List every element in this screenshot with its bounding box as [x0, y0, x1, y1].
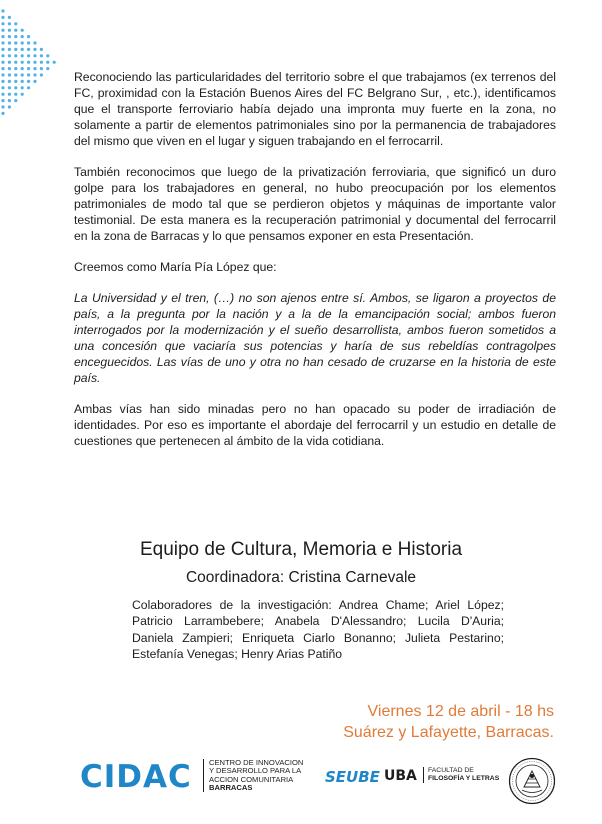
paragraph: Creemos como María Pía López que:	[74, 260, 277, 274]
uba-subtitle-line: FILOSOFÍA Y LETRAS	[428, 775, 500, 782]
uba-subtitle-line: FACULTAD DE	[428, 767, 474, 774]
paragraph: También reconocimos que luego de la privatización ferroviaria, que significó un duro golpe para los trabajadores en general, no hubo preocupación por los elementos patrimoniales de modo tal que se perdieron objetos y máquinas de importante valor testimonial. De esta manera es la recuperación patrimonial y documental del ferrocarril en la zona de Barracas y lo que pensamos exponer en esta Presentación.	[74, 165, 556, 243]
seube-logo: SEUBE	[325, 768, 380, 786]
cidac-subtitle-line: Y DESARROLLO PARA LA	[209, 766, 302, 776]
team-block	[0, 537, 602, 589]
body-text	[74, 69, 556, 464]
cidac-subtitle-line: BARRACAS	[209, 782, 253, 792]
event-info	[343, 701, 554, 743]
cidac-subtitle	[203, 759, 329, 792]
paragraph: Reconociendo las particularidades del territorio sobre el que trabajamos (ex terrenos del FC, proximidad con la Estación Buenos Aires del FC Belgrano Sur, , etc.), identificamos que el transporte ferroviario había dejado una impronta muy fuerte en la zona, no solamente a partir de elementos patrimoniales sino por la permanencia de trabajadores del mismo que viven en el lugar y siguen trabajando en el ferrocarril.	[74, 70, 556, 148]
paragraph: Ambas vías han sido minadas pero no han opacado su poder de irradiación de identidades. Por eso es importante el abordaje del ferrocarril y un estudio en detalle de cuestiones que pertenecen al ámbito de la vida cotidiana.	[74, 402, 556, 448]
cidac-logo: CIDAC	[80, 759, 192, 795]
cidac-subtitle-line: CENTRO DE INNOVACION	[209, 758, 304, 767]
quote-paragraph: La Universidad y el tren, (…) no son ajenos entre sí. Ambos, se ligaron a proyectos de país, a la pregunta por la nación y a la de la emancipación social; ambos fueron interrogados por la modernización y el sueño desarrollista, ambos fueron sometidos a una concesión que vaciaría sus potencias y haría de sus rebeldías contragolpes enceguecidos. Las vías de uno y otra no han cesado de cruzarse en la historia de este país.	[74, 291, 556, 385]
event-place: Suárez y Lafayette, Barracas.	[343, 724, 554, 741]
coordinator-line: Coordinadora: Cristina Carnevale	[185, 569, 417, 586]
cidac-subtitle-line: ACCION COMUNITARIA	[209, 774, 294, 784]
uba-subtitle	[423, 767, 508, 783]
university-seal-icon	[508, 757, 556, 805]
uba-logo: UBA	[384, 768, 417, 784]
event-date: Viernes 12 de abril - 18 hs	[367, 703, 554, 720]
dot-pattern-decoration	[0, 8, 60, 118]
team-title: Equipo de Cultura, Memoria e Historia	[139, 539, 463, 560]
collaborators-text: Colaboradores de la investigación: Andrea Chame; Ariel López; Patricio Larrambebere; Anabela D'Alessandro; Lucila D'Auria; Daniela Zampieri; Enriqueta Ciarlo Bonanno; Julieta Pestarino; Estefanía Venegas; Henry Arias Patiño	[132, 598, 504, 661]
footer-logos	[0, 752, 602, 812]
